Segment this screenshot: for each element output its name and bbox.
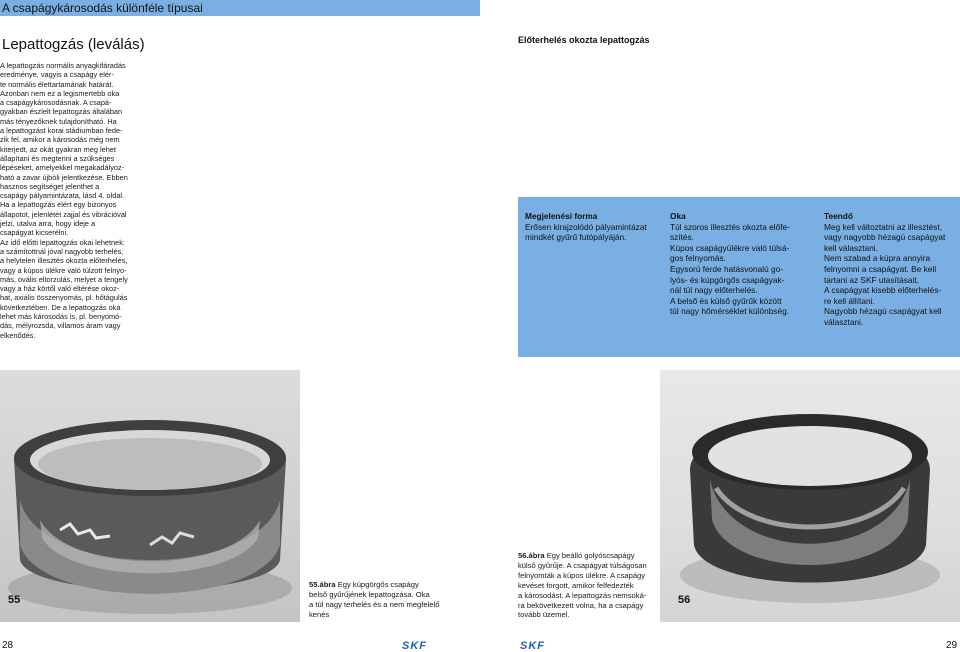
figure-56-photo [660,370,960,622]
body-line: hat, axiális összenyomás, pl. hőtágulás [0,293,128,303]
body-line: a számítottnál jóval nagyobb terhelés, [0,246,124,256]
table-header: Teendő [824,211,853,221]
table-cell-line: Erősen kirajzolódó pályamintázat [525,221,647,232]
caption-line: kenés [309,609,330,619]
body-line: Ha a lepattogzás elért egy bizonyos [0,200,117,210]
table-cell-line: kell választani. [824,242,878,253]
body-line: hasznos segítséget jelenthet a [0,181,100,191]
body-line: te normális élettartamának határát. [0,79,114,89]
table-cell-line: lyós- és kúpgörgős csapágyak- [670,274,785,285]
body-line: lehet más károsodás is, pl. benyomó- [0,312,122,322]
body-line: zik fel, amikor a károsodás még nem [0,135,120,145]
table-column-appearance [525,211,647,243]
table-cell-line: Meg kell változtatni az illesztést, [824,221,943,232]
figure-number: 55 [8,594,21,606]
table-cell-line: Túl szoros illesztés okozta előfe- [670,221,790,232]
table-cell-line: re kell állítani. [824,295,875,306]
body-line: A lepattogzás normális anyagkifáradás [0,61,126,70]
table-cell-line: szítés. [670,232,694,243]
table-cell-line: A belső és külső gyűrűk között [670,295,782,306]
subsection-title: Előterhelés okozta lepattogzás [518,35,650,45]
table-cell-line: Nagyobb hézagú csapágyat kell [824,306,942,317]
figure-55-caption [309,580,439,620]
table-header: Oka [670,211,686,221]
caption-line: Egy kúpgörgős csapágy [335,580,419,589]
figure-55-photo [0,370,300,622]
outer-ring-image [660,370,960,622]
caption-line: felnyomták a kúpos ülékre. A csapágy [518,570,646,580]
body-line: dás, mélyrozsda, villamos áram vagy [0,321,121,331]
cause-table [518,197,960,357]
caption-line: a károsodást. A lepattogzás nemsoká- [518,590,647,600]
body-line: csapágyat kicserélni. [0,228,69,238]
caption-line: belső gyűrűjének lepattogzása. Oka [309,589,430,599]
caption-line: Egy beálló golyóscsapágy [544,551,635,560]
figure-56-caption [518,551,647,620]
page-number-left: 28 [2,640,14,651]
skf-logo-icon: SKF [402,640,427,652]
chapter-header [0,0,480,16]
caption-line: tovább üzemel. [518,610,570,620]
table-header: Megjelenési forma [525,211,598,221]
body-line: vagy a kúpos ülékre való túlzott felnyo- [0,265,127,275]
table-column-cause [670,211,790,317]
table-cell-line: felnyomni a csapágyat. Be kell [824,263,937,274]
body-line: következtében. De a lepattogzás oka [0,302,121,312]
table-cell-line: túl nagy hőmérséklet különbség. [670,306,789,317]
body-line: ható a zavar újbóli jelentkezése. Ebben [0,172,128,182]
body-line: Azonban nem ez a legismertebb oka [0,88,120,98]
caption-label: 55.ábra [309,580,336,589]
caption-label: 56.ábra [518,551,545,560]
figure-number: 56 [678,594,691,606]
body-line: más, ovális eltorzulás, melyet a tengely [0,274,128,284]
spalled-inner-ring-image [0,370,300,622]
body-line: kiterjedt, az okát gyakran meg lehet [0,144,116,154]
table-column-action [824,211,945,328]
body-line: a lepattogzást korai stádiumban fede- [0,126,123,136]
chapter-title: A csapágykárosodás különféle típusai [2,1,203,15]
body-line: csapágy pályamintázata, lásd 4. oldal. [0,191,125,201]
body-line: eredménye, vagyis a csapágy elér- [0,70,114,80]
body-line: elkenődés. [0,330,36,340]
table-cell-line: nál túl nagy előterhelés. [670,285,758,296]
table-cell-line: Kúpos csapágyülékre való túlsá- [670,242,790,253]
caption-line: ra bekövetkezett volna, ha a csapágy [518,600,644,610]
body-line: gyakban észlelt lepattogzás általában [0,107,123,117]
body-line: állapotot, jelenlétét zajjal és vibrációval [0,209,127,219]
table-cell-line: vagy nagyobb hézagú csapágyat [824,232,946,243]
caption-line: a túl nagy terhelés és a nem megfelelő [309,599,440,609]
table-cell-line: választani. [824,316,864,327]
caption-line: külső gyűrűje. A csapágyat túlságosan [518,560,647,570]
body-line: a csapágykárosodásnak. A csapá- [0,98,112,108]
body-line: a helytelen illesztés okozta előterhelés, [0,256,128,266]
body-line: vagy a ház körtől való eltérése okoz- [0,284,120,294]
table-cell-line: A csapágyat kisebb előterhelés- [824,285,942,296]
table-cell-line: tartani az SKF utasításait. [824,274,919,285]
table-cell-line: gos felnyomás. [670,253,726,264]
skf-logo-icon: SKF [520,640,545,652]
page-number-right: 29 [946,640,958,651]
body-line: más tényezőknek tulajdonítható. Ha [0,116,117,126]
table-cell-line: Nem szabad a kúpra annyira [824,253,931,264]
body-text [0,61,150,340]
body-line: jelzi, utalva arra, hogy ideje a [0,219,96,229]
body-line: Az idő előtti lepattogzás okai lehetnek: [0,237,125,247]
caption-line: kevéset forgott, amikor felfedezték [518,580,634,590]
table-cell-line: mindkét gyűrű futópályáján. [525,232,627,243]
table-cell-line: Egysorú ferde hatásvonalú go- [670,263,784,274]
body-line: lépéseket, amelyekkel megakadályoz- [0,163,125,173]
body-line: állapítani és megtenni a szükséges [0,153,115,163]
section-title: Lepattogzás (leválás) [2,36,145,53]
